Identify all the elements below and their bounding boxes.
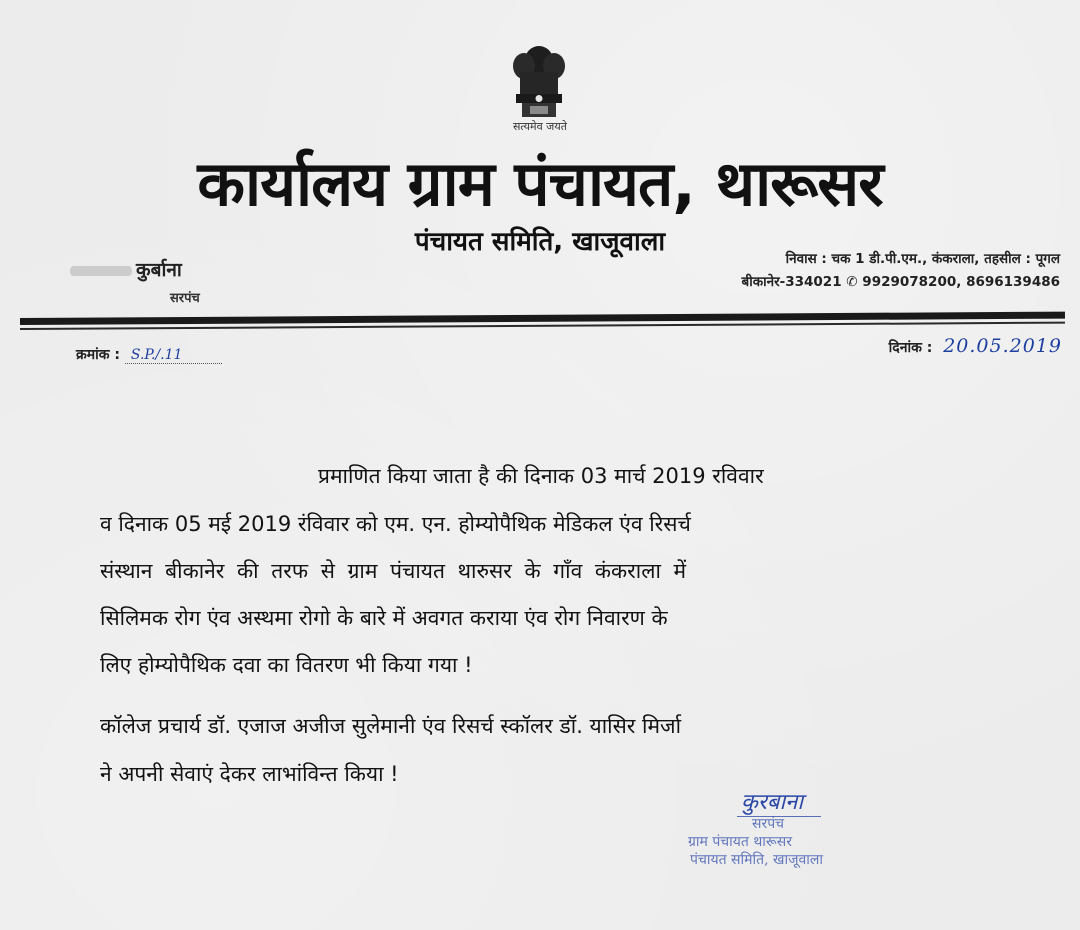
reference-label: क्रमांक : bbox=[76, 347, 120, 363]
body-line-6: कॉलेज प्रचार्य डॉ. एजाज अजीज सुलेमानी एंव रिसर्च स्कॉलर डॉ. यासिर मिर्जा bbox=[100, 714, 682, 738]
sarpanch-name: कुर्बाना bbox=[136, 259, 182, 281]
handwritten-signature: कुरबाना bbox=[737, 786, 821, 817]
office-title: कार्यालय ग्राम पंचायत, थारूसर bbox=[197, 147, 883, 220]
sarpanch-stamp bbox=[682, 786, 892, 876]
date-label: दिनांक : bbox=[888, 340, 933, 356]
stamp-panchayat: ग्राम पंचायत थारूसर bbox=[688, 834, 793, 850]
body-line-1: प्रमाणित किया जाता है की दिनाक 03 मार्च 2019 रविवार bbox=[318, 464, 764, 488]
stamp-role: सरपंच bbox=[752, 816, 785, 832]
body-line-5: लिए होम्योपैथिक दवा का वितरण भी किया गया ! bbox=[100, 653, 473, 677]
sarpanch-block bbox=[70, 256, 310, 306]
address-line-2: बीकानेर-334021 ✆ 9929078200, 8696139486 bbox=[741, 274, 1060, 290]
sarpanch-role: सरपंच bbox=[170, 291, 200, 306]
date-value: 20.05.2019 bbox=[943, 335, 1062, 357]
date-row bbox=[889, 335, 1062, 357]
body-line-3: संस्थान बीकानेर की तरफ से ग्राम पंचायत थारुसर के गाँव कंकराला में bbox=[100, 559, 687, 583]
faded-text-smudge bbox=[70, 266, 132, 276]
body-line-2: व दिनाक 05 मई 2019 रंविवार को एम. एन. होम्योपैथिक मेडिकल एंव रिसर्च bbox=[100, 512, 691, 536]
body-line-4: सिलिमक रोग एंव अस्थमा रोगो के बारे में अवगत कराया एंव रोग निवारण के bbox=[100, 606, 668, 630]
stamp-samiti: पंचायत समिति, खाजूवाला bbox=[690, 852, 823, 868]
sarpanch-name-line bbox=[70, 256, 310, 282]
office-subtitle: पंचायत समिति, खाजूवाला bbox=[414, 227, 666, 257]
reference-row bbox=[76, 345, 222, 364]
body-line-7: ने अपनी सेवाएं देकर लाभांविन्त किया ! bbox=[100, 762, 399, 786]
emblem-motto: सत्यमेव जयते bbox=[512, 120, 567, 133]
reference-value: S.P./.11 bbox=[125, 347, 223, 364]
address-line-1: निवास : चक 1 डी.पी.एम., कंकराला, तहसील : पूगल bbox=[785, 251, 1060, 267]
address-block bbox=[700, 248, 1060, 294]
